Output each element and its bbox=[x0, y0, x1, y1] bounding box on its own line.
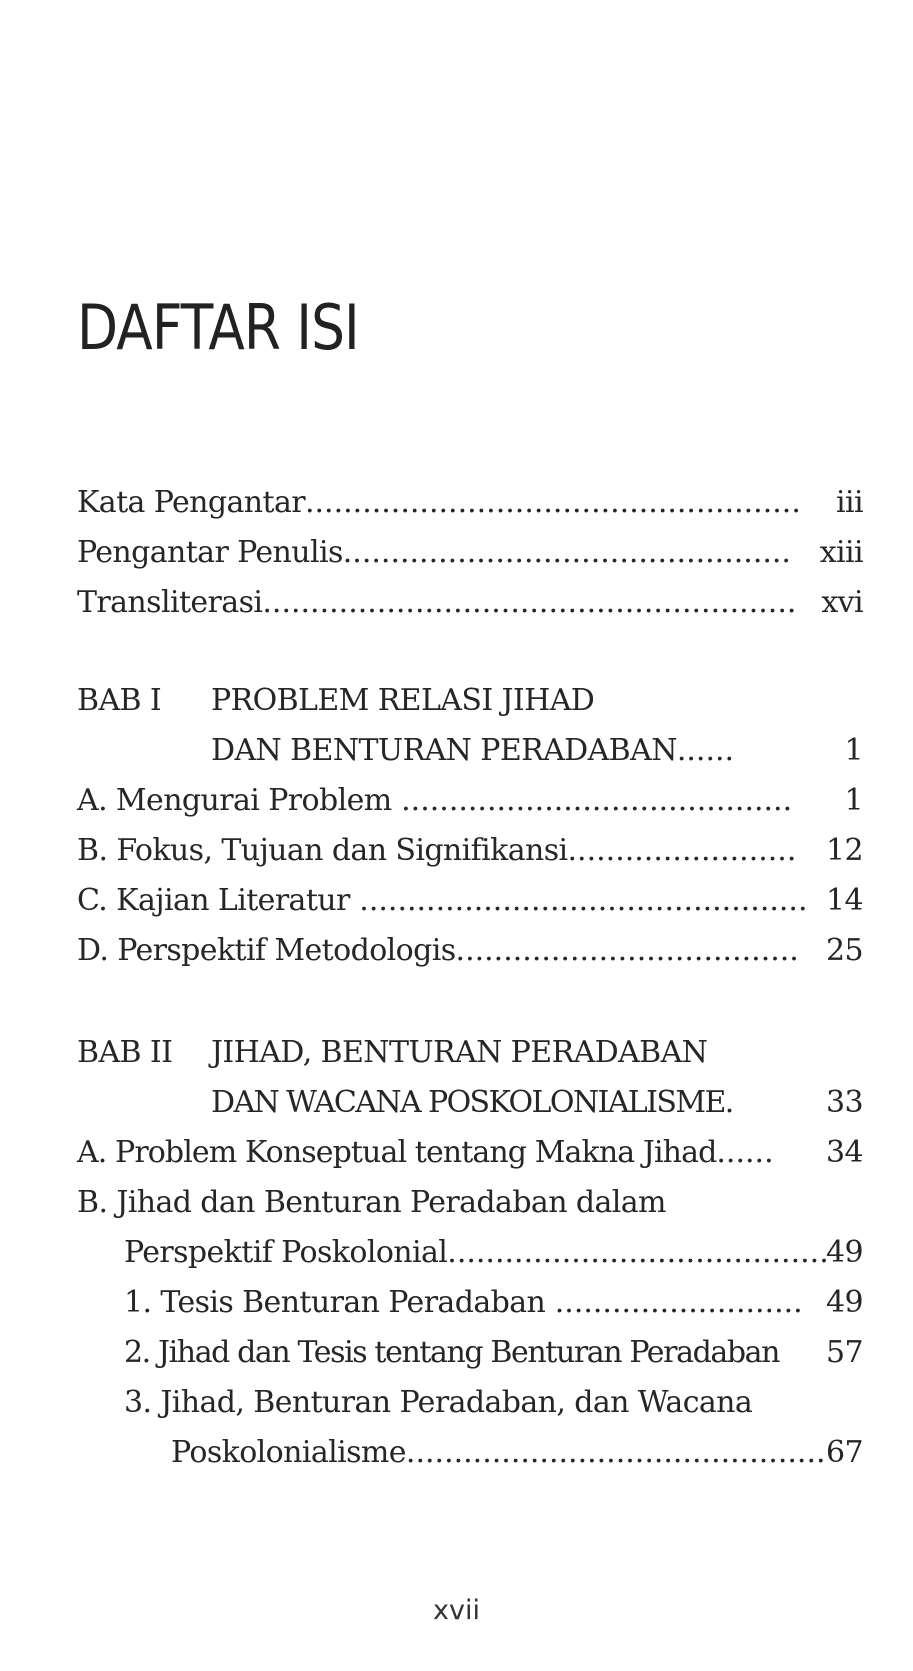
leader-dots: ........................................................ bbox=[262, 585, 797, 620]
leader-dots: .......................... bbox=[545, 1285, 803, 1320]
chapter-number: BAB I bbox=[77, 683, 162, 718]
toc-page-number: 33 bbox=[826, 1085, 863, 1120]
toc-entry-label: 3. Jihad, Benturan Peradaban, dan Wacana bbox=[124, 1385, 753, 1420]
toc-page-number: 12 bbox=[826, 833, 863, 868]
table-of-contents bbox=[0, 478, 913, 1478]
toc-entry-label: Poskolonialisme bbox=[171, 1435, 406, 1470]
toc-subentry-jihad-tesis[interactable] bbox=[0, 1328, 913, 1378]
toc-chapter-bab-1-cont[interactable] bbox=[0, 726, 913, 776]
section-spacer bbox=[0, 628, 913, 676]
toc-page-number: 25 bbox=[826, 933, 863, 968]
leader-dots: ............................................... bbox=[349, 883, 808, 918]
toc-page-number: 57 bbox=[826, 1335, 863, 1370]
leader-dots: .................................... bbox=[455, 933, 799, 968]
toc-entry-label: D. Perspektif Metodologis bbox=[77, 933, 456, 968]
chapter-title-line-1: PROBLEM RELASI JIHAD bbox=[211, 683, 595, 718]
chapter-title-line-2: DAN BENTURAN PERADABAN bbox=[211, 733, 677, 768]
page-title: DAFTAR ISI bbox=[77, 291, 359, 364]
toc-entry-label: 2. Jihad dan Tesis tentang Benturan Peradaban bbox=[124, 1335, 780, 1370]
toc-page-number: 49 bbox=[826, 1235, 863, 1270]
leader-dots: ............................................ bbox=[405, 1435, 826, 1470]
toc-entry-label: B. Fokus, Tujuan dan Signifikansi bbox=[77, 833, 568, 868]
toc-page-number: xvi bbox=[821, 585, 863, 620]
toc-page-number: 49 bbox=[826, 1285, 863, 1320]
folio-page-number: xvii bbox=[433, 1595, 480, 1626]
toc-entry-label: Transliterasi bbox=[77, 585, 263, 620]
section-spacer bbox=[0, 976, 913, 1028]
toc-subentry-jihad-wacana[interactable] bbox=[0, 1378, 913, 1428]
toc-page-number: 1 bbox=[844, 783, 863, 818]
chapter-title-line-1: JIHAD, BENTURAN PERADABAN bbox=[211, 1035, 708, 1070]
toc-entry-jihad-benturan-cont[interactable] bbox=[0, 1228, 913, 1278]
leader-dots: ...... bbox=[676, 733, 735, 768]
toc-entry-problem-konseptual[interactable] bbox=[0, 1128, 913, 1178]
toc-entry-label: C. Kajian Literatur bbox=[77, 883, 350, 918]
toc-subentry-tesis-benturan[interactable] bbox=[0, 1278, 913, 1328]
toc-entry-perspektif-metodologis[interactable] bbox=[0, 926, 913, 976]
toc-entry-label: A. Mengurai Problem bbox=[77, 783, 392, 818]
toc-entry-label: Pengantar Penulis bbox=[77, 535, 343, 570]
toc-page-number: 1 bbox=[844, 733, 863, 768]
toc-chapter-bab-1[interactable] bbox=[0, 676, 913, 726]
toc-chapter-bab-2-cont[interactable] bbox=[0, 1078, 913, 1128]
toc-chapter-bab-2[interactable] bbox=[0, 1028, 913, 1078]
toc-entry-label: Perspektif Poskolonial bbox=[124, 1235, 448, 1270]
leader-dots: .................................................... bbox=[304, 485, 801, 520]
chapter-title-line-2: DAN WACANA POSKOLONIALISME. bbox=[211, 1085, 733, 1120]
leader-dots: ............................................... bbox=[342, 535, 791, 570]
toc-entry-kata-pengantar[interactable] bbox=[0, 478, 913, 528]
toc-page-number: iii bbox=[836, 485, 863, 520]
toc-page-number: 67 bbox=[826, 1435, 863, 1470]
toc-entry-fokus-tujuan[interactable] bbox=[0, 826, 913, 876]
leader-dots: ...... bbox=[716, 1135, 774, 1170]
toc-entry-jihad-benturan[interactable] bbox=[0, 1178, 913, 1228]
toc-page-number: 14 bbox=[826, 883, 863, 918]
toc-entry-transliterasi[interactable] bbox=[0, 578, 913, 628]
toc-entry-label: 1. Tesis Benturan Peradaban bbox=[124, 1285, 546, 1320]
toc-entry-mengurai-problem[interactable] bbox=[0, 776, 913, 826]
toc-page-number: xiii bbox=[819, 535, 863, 570]
chapter-number: BAB II bbox=[77, 1035, 173, 1070]
toc-entry-label: Kata Pengantar bbox=[77, 485, 305, 520]
leader-dots: ........................................ bbox=[447, 1235, 829, 1270]
leader-dots: ......................................... bbox=[391, 783, 793, 818]
toc-entry-pengantar-penulis[interactable] bbox=[0, 528, 913, 578]
toc-entry-label: B. Jihad dan Benturan Peradaban dalam bbox=[77, 1185, 666, 1220]
toc-entry-kajian-literatur[interactable] bbox=[0, 876, 913, 926]
toc-page-number: 34 bbox=[826, 1135, 863, 1170]
toc-subentry-jihad-wacana-cont[interactable] bbox=[0, 1428, 913, 1478]
toc-entry-label: A. Problem Konseptual tentang Makna Jihad bbox=[77, 1135, 717, 1170]
leader-dots: ........................ bbox=[567, 833, 797, 868]
